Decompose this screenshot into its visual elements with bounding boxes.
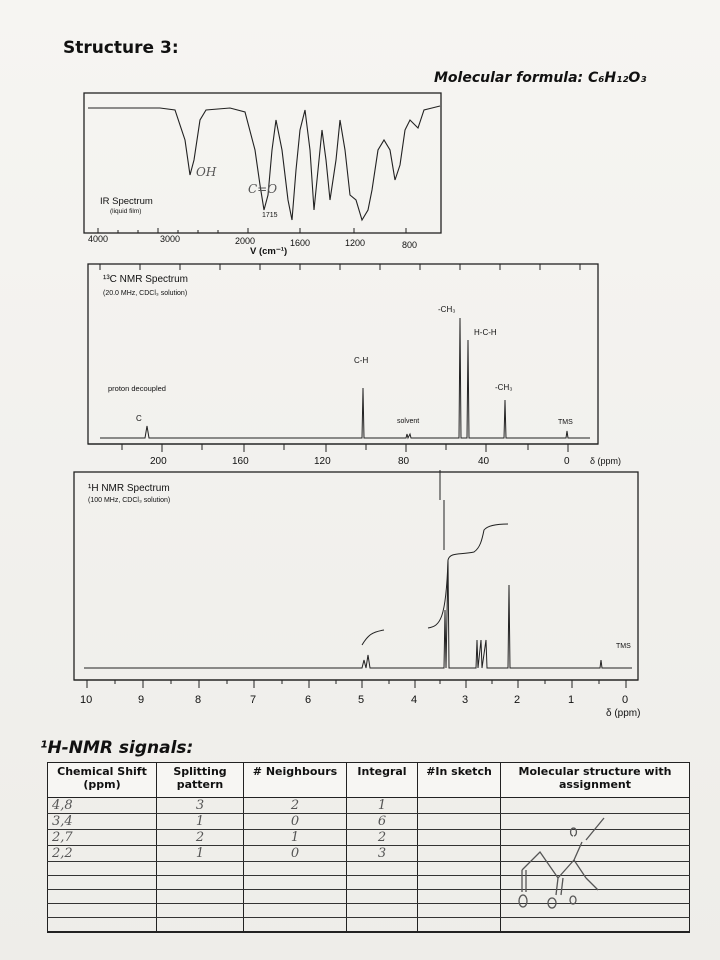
header-in-sketch: #In sketch: [418, 763, 501, 798]
c13-tick-40: 40: [478, 456, 490, 467]
ir-peak-label: 1715: [262, 212, 278, 219]
c13-title: ¹³C NMR Spectrum: [103, 274, 189, 285]
ir-note-co: C=O: [248, 182, 278, 196]
cell-splitting[interactable]: 1: [157, 846, 244, 862]
h1-tick-8: 8: [195, 694, 202, 706]
cell-neighbours[interactable]: 2: [244, 798, 347, 814]
ir-tick-2000: 2000: [235, 236, 256, 246]
header-integral: Integral: [347, 763, 418, 798]
signals-title: ¹H-NMR signals:: [40, 738, 194, 758]
h1-subtitle: (100 MHz, CDCl₃ solution): [88, 497, 171, 504]
c13-xlabel: δ (ppm): [590, 456, 622, 466]
cell-integral[interactable]: 2: [347, 830, 418, 846]
c13-label-ch3b: -CH₃: [495, 383, 513, 392]
cell-neighbours[interactable]: 0: [244, 814, 347, 830]
h1-tick-9: 9: [138, 694, 145, 706]
cell-splitting[interactable]: 2: [157, 830, 244, 846]
cell-splitting[interactable]: 3: [157, 798, 244, 814]
c13-tick-80: 80: [398, 456, 410, 467]
cell-integral[interactable]: 6: [347, 814, 418, 830]
header-splitting: Splitting pattern: [157, 763, 244, 798]
c13-label-ch: C-H: [354, 356, 369, 365]
h1-tick-10: 10: [80, 694, 93, 706]
ir-title: IR Spectrum: [100, 196, 153, 207]
c13-label-c: C: [136, 414, 142, 423]
c13-label-solvent: solvent: [397, 418, 420, 425]
header-neighbours: # Neighbours: [244, 763, 347, 798]
ir-tick-800: 800: [402, 240, 418, 250]
cell-integral[interactable]: 1: [347, 798, 418, 814]
c13-label-hch: H-C-H: [474, 328, 497, 337]
ir-note-oh: OH: [196, 165, 217, 179]
h1-tick-0: 0: [622, 694, 629, 706]
ir-xlabel: V (cm⁻¹): [250, 246, 288, 257]
h1-tick-4: 4: [411, 694, 418, 706]
cell-neighbours[interactable]: 0: [244, 846, 347, 862]
ir-tick-1200: 1200: [345, 238, 366, 248]
c13-mode: proton decoupled: [108, 384, 166, 393]
c13-label-tms: TMS: [558, 419, 573, 426]
page-title: Structure 3:: [63, 38, 179, 58]
c13-subtitle: (20.0 MHz, CDCl₃ solution): [103, 290, 188, 297]
h1-tick-1: 1: [568, 694, 575, 706]
ir-tick-1600: 1600: [290, 238, 311, 248]
cell-neighbours[interactable]: 1: [244, 830, 347, 846]
cell-splitting[interactable]: 1: [157, 814, 244, 830]
h1-tick-7: 7: [250, 694, 257, 706]
cell-chemical-shift[interactable]: 2,7: [48, 830, 157, 846]
h1-tick-5: 5: [358, 694, 365, 706]
h1-xlabel: δ (ppm): [606, 708, 641, 719]
cell-chemical-shift[interactable]: 4,8: [48, 798, 157, 814]
h1-tick-3: 3: [462, 694, 469, 706]
h1-tick-6: 6: [305, 694, 312, 706]
header-chemical-shift: Chemical Shift (ppm): [48, 763, 157, 798]
c13-label-ch3a: -CH₃: [438, 305, 456, 314]
molecular-formula: Molecular formula: C₆H₁₂O₃: [434, 70, 647, 86]
c13-tick-0: 0: [564, 456, 570, 467]
ir-tick-3000: 3000: [160, 234, 181, 244]
h1-title: ¹H NMR Spectrum: [88, 483, 170, 494]
c13-tick-200: 200: [150, 456, 167, 467]
cell-chemical-shift[interactable]: 2,2: [48, 846, 157, 862]
c13-tick-120: 120: [314, 456, 331, 467]
cell-chemical-shift[interactable]: 3,4: [48, 814, 157, 830]
ir-subtitle: (liquid film): [110, 208, 142, 215]
header-molecular-structure: Molecular structure with assignment: [501, 763, 690, 798]
h1-tick-2: 2: [514, 694, 521, 706]
h1-tms: TMS: [616, 643, 631, 650]
ir-tick-4000: 4000: [88, 234, 109, 244]
cell-integral[interactable]: 3: [347, 846, 418, 862]
c13-tick-160: 160: [232, 456, 249, 467]
